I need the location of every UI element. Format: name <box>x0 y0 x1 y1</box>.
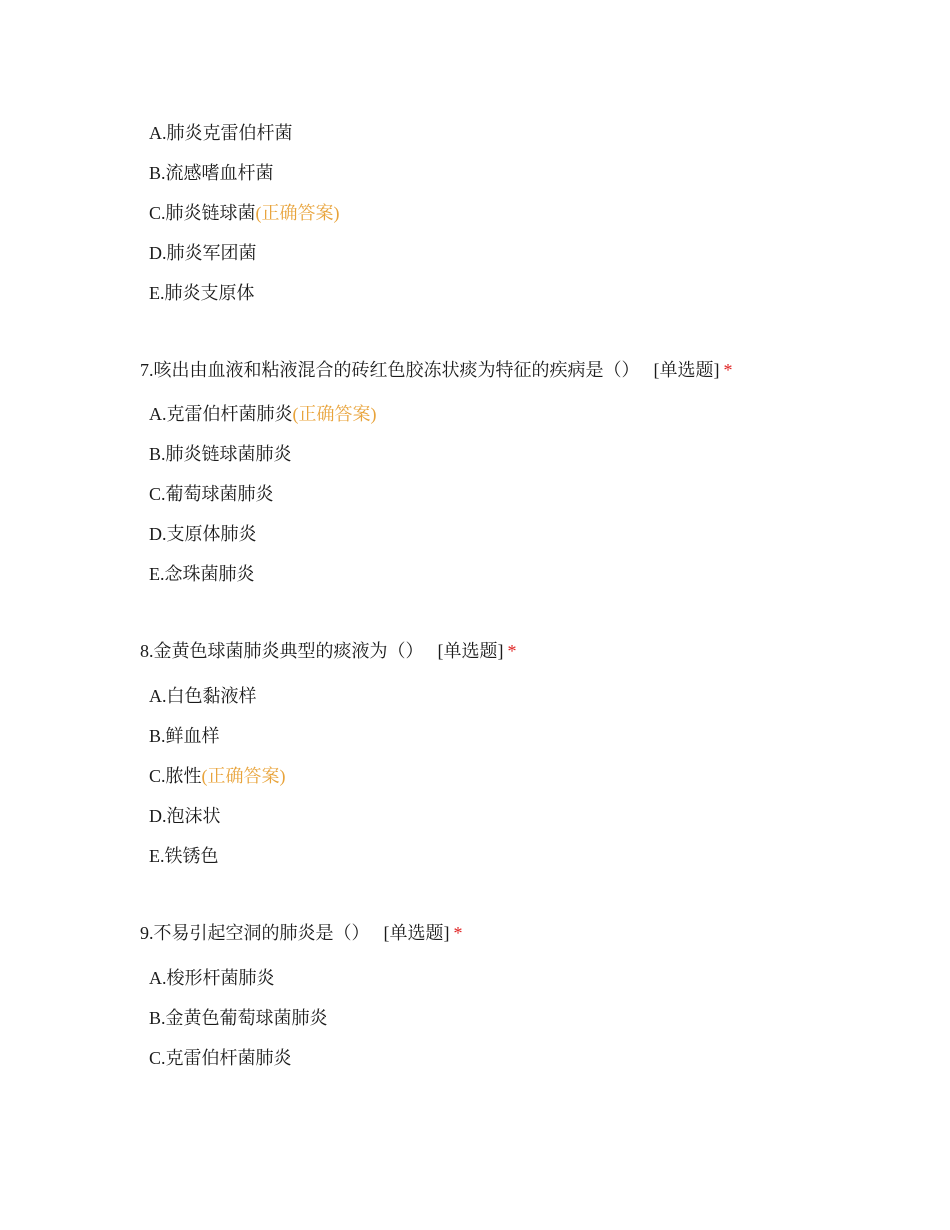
q8-option-b <box>149 724 220 748</box>
option-text: A.肺炎克雷伯杆菌 <box>149 123 293 143</box>
question-type: [单选题] <box>653 360 720 380</box>
option-text: B.肺炎链球菌肺炎 <box>149 444 292 464</box>
correct-answer-tag: (正确答案) <box>292 404 377 424</box>
option-text: D.支原体肺炎 <box>149 524 257 544</box>
option-text: D.肺炎军团菌 <box>149 243 257 263</box>
question-8-title <box>140 639 517 663</box>
required-mark: * <box>507 641 517 661</box>
option-text: C.葡萄球菌肺炎 <box>149 484 274 504</box>
option-text: A.克雷伯杆菌肺炎 <box>149 404 293 424</box>
q9-option-c <box>149 1046 292 1070</box>
option-text: A.白色黏液样 <box>149 686 257 706</box>
q8-option-c <box>149 764 286 788</box>
q7-option-a <box>149 402 377 426</box>
q8-option-e <box>149 844 219 868</box>
option-text: C.克雷伯杆菌肺炎 <box>149 1048 292 1068</box>
question-text: 8.金黄色球菌肺炎典型的痰液为（） <box>140 641 424 661</box>
q6-option-c <box>149 201 340 225</box>
option-text: E.铁锈色 <box>149 846 219 866</box>
q8-option-d <box>149 804 221 828</box>
correct-answer-tag: (正确答案) <box>201 766 286 786</box>
option-text: B.鲜血样 <box>149 726 220 746</box>
question-type: [单选题] <box>383 923 450 943</box>
option-text: B.金黄色葡萄球菌肺炎 <box>149 1008 328 1028</box>
question-9-title <box>140 921 463 945</box>
q9-option-b <box>149 1006 328 1030</box>
q7-option-e <box>149 562 255 586</box>
q7-option-c <box>149 482 274 506</box>
q7-option-b <box>149 442 292 466</box>
required-mark: * <box>723 360 733 380</box>
question-text: 9.不易引起空洞的肺炎是（） <box>140 923 370 943</box>
option-text: C.肺炎链球菌 <box>149 203 256 223</box>
question-type: [单选题] <box>437 641 504 661</box>
option-text: C.脓性 <box>149 766 202 786</box>
question-text: 7.咳出由血液和粘液混合的砖红色胶冻状痰为特征的疾病是（） <box>140 360 640 380</box>
q7-option-d <box>149 522 257 546</box>
option-text: B.流感嗜血杆菌 <box>149 163 274 183</box>
q6-option-d <box>149 241 257 265</box>
q6-option-b <box>149 161 274 185</box>
q6-option-a <box>149 121 293 145</box>
question-7-title <box>140 358 733 382</box>
q6-option-e <box>149 281 255 305</box>
option-text: E.肺炎支原体 <box>149 283 255 303</box>
option-text: A.梭形杆菌肺炎 <box>149 968 275 988</box>
required-mark: * <box>453 923 463 943</box>
option-text: E.念珠菌肺炎 <box>149 564 255 584</box>
option-text: D.泡沫状 <box>149 806 221 826</box>
q9-option-a <box>149 966 275 990</box>
correct-answer-tag: (正确答案) <box>255 203 340 223</box>
q8-option-a <box>149 684 257 708</box>
